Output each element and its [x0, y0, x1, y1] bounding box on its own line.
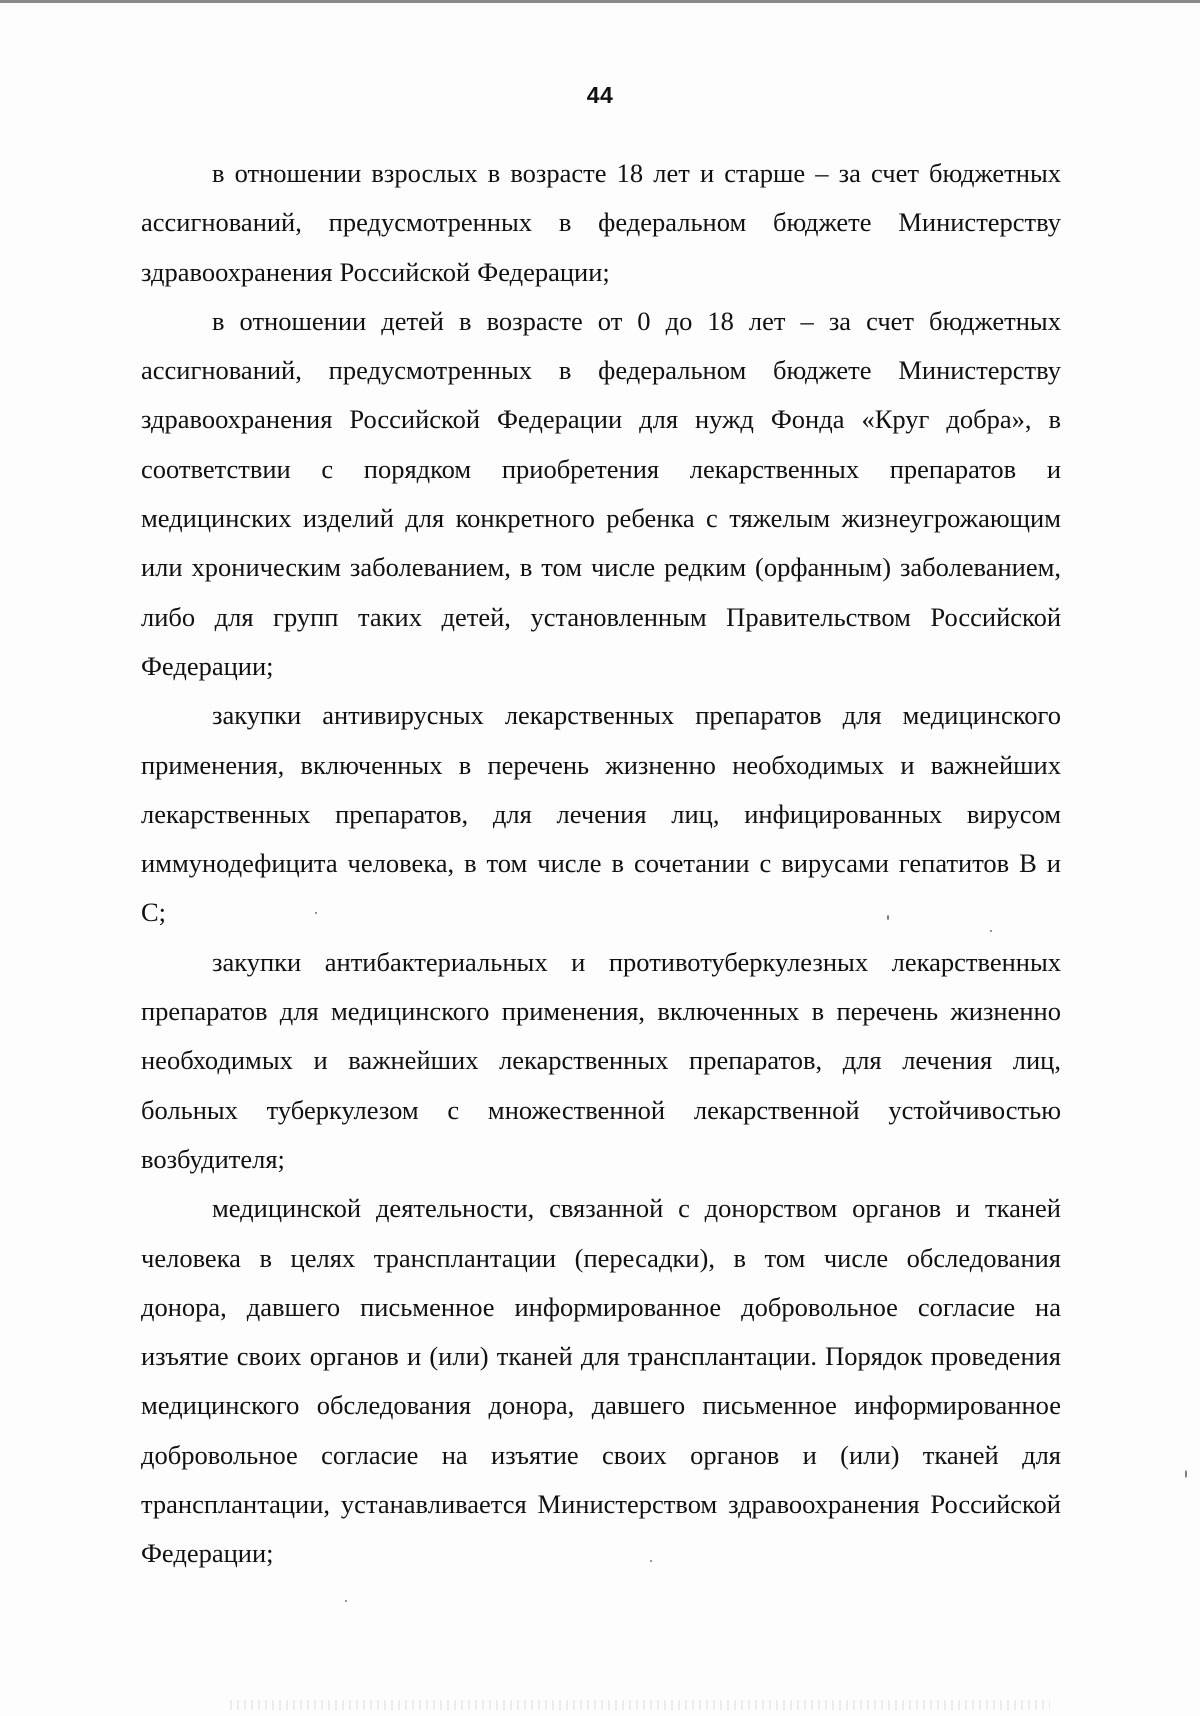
scan-speck: [345, 1600, 347, 1602]
scan-speck: [650, 1560, 652, 1562]
page-number: 44: [586, 82, 614, 108]
paragraph-children-funding: в отношении детей в возрасте от 0 до 18 лет – за счет бюджетных ассигнований, предусмотренных в федеральном бюджете Министерству здравоохранения Российской Федерации для нужд Фонда «Круг добра», в соответствии с порядком приобретения лекарственных препаратов и медицинских изделий для конкретного ребенка с тяжелым жизнеугрожающим или хроническим заболеванием, в том числе редким (орфанным) заболеванием, либо для групп таких детей, установленным Правительством Российской Федерации;: [141, 305, 1061, 681]
scan-top-edge: [0, 0, 1200, 3]
paragraph-organ-donation: медицинской деятельности, связанной с донорством органов и тканей человека в целях трансплантации (пересадки), в том числе обследования донора, давшего письменное информированное добровольное согласие на изъятие своих органов и (или) тканей для трансплантации. Порядок проведения медицинского обследования донора, давшего письменное информированное добровольное согласие на изъятие своих органов и (или) тканей для трансплантации, устанавливается Министерством здравоохранения Российской Федерации;: [141, 1193, 1061, 1569]
scan-speck: [990, 930, 992, 932]
scan-speck: [887, 915, 889, 920]
scan-speck: [1185, 1470, 1187, 1478]
paragraph-antiviral-procurement: закупки антивирусных лекарственных препаратов для медицинского применения, включенных в перечень жизненно необходимых и важнейших лекарственных препаратов, для лечения лиц, инфицированных вирусом иммунодефицита человека, в том числе в сочетании с вирусами гепатитов В и С;: [141, 700, 1061, 928]
paragraph-adults-funding: в отношении взрослых в возрасте 18 лет и старше – за счет бюджетных ассигнований, предусмотренных в федеральном бюджете Министерству здравоохранения Российской Федерации;: [141, 158, 1061, 287]
scan-bottom-noise: [230, 1700, 1050, 1710]
paragraph-antibacterial-procurement: закупки антибактериальных и противотуберкулезных лекарственных препаратов для медицинского применения, включенных в перечень жизненно необходимых и важнейших лекарственных препаратов, для лечения лиц, больных туберкулезом с множественной лекарственной устойчивостью возбудителя;: [141, 946, 1061, 1174]
scan-speck: [315, 912, 317, 914]
document-body: [141, 149, 1061, 1579]
